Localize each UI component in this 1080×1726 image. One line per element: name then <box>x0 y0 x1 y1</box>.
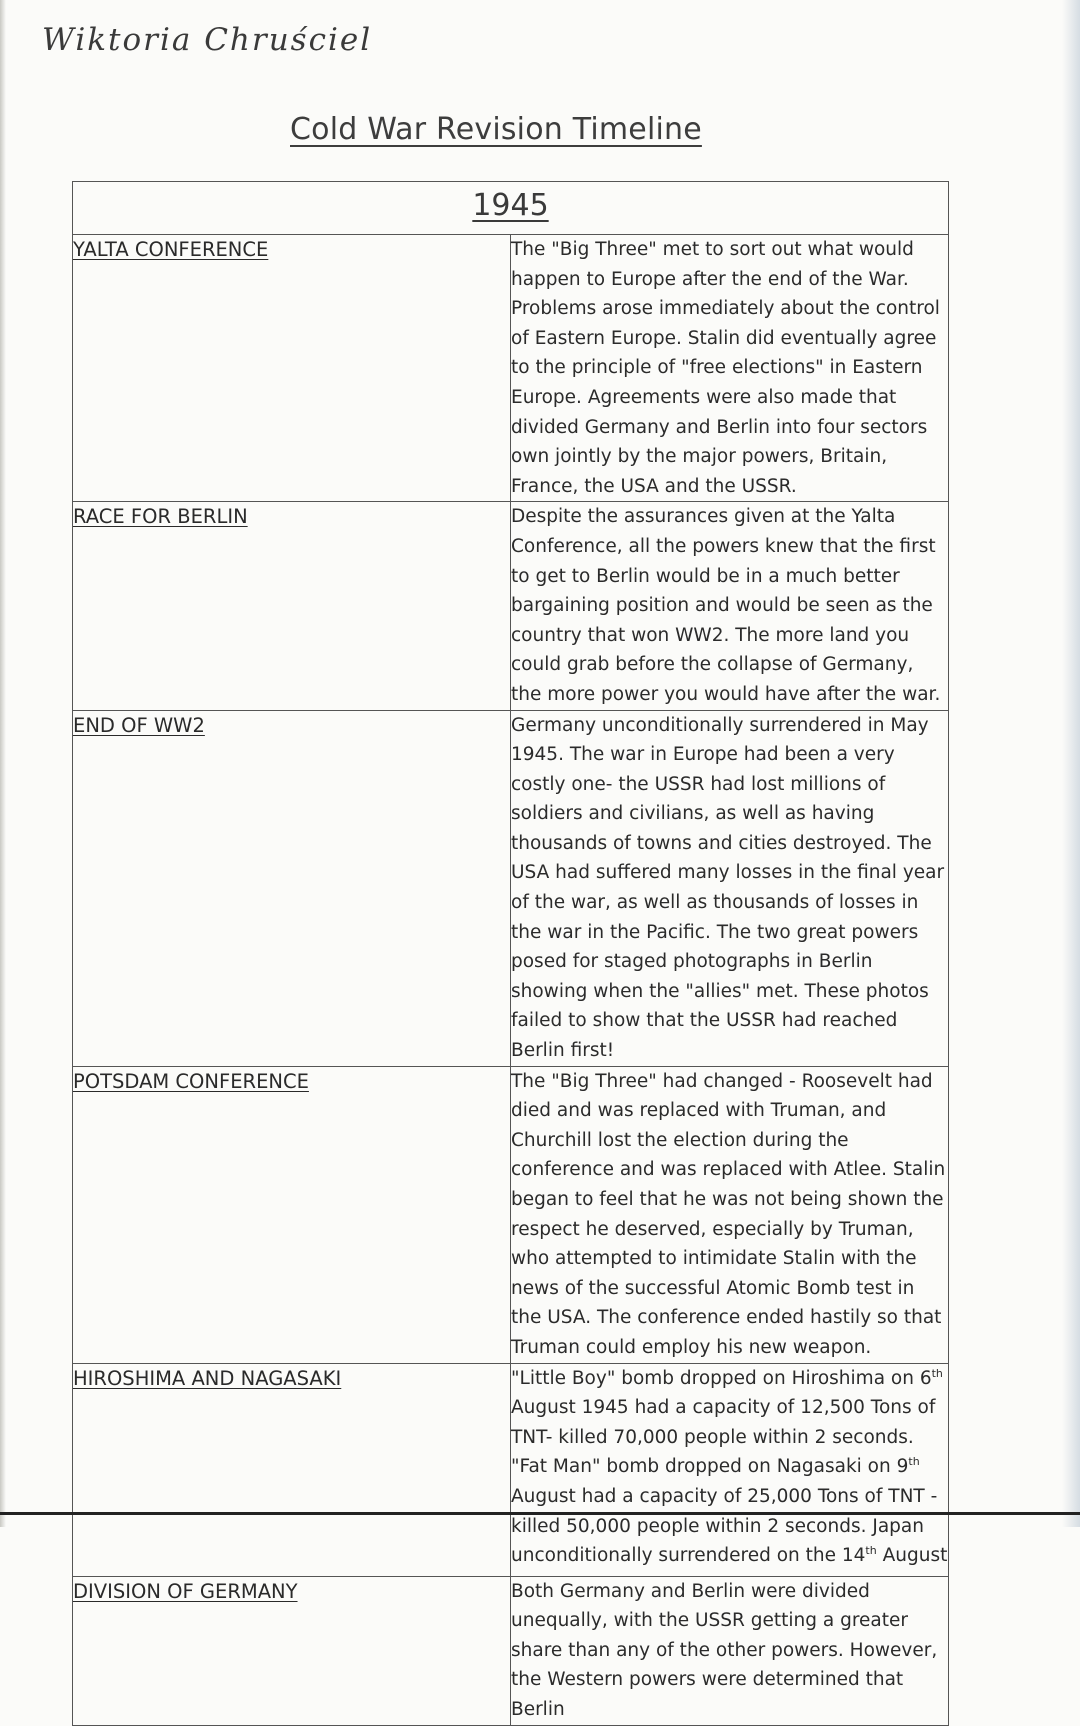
bomb-text-nagasaki-b: August had a capacity of 25,000 Tons of TNT - killed 50,000 people within 2 seconds. Japan unconditionally surrendered on the 14 <box>511 1485 938 1567</box>
event-description <box>511 1363 949 1576</box>
bomb-text-hiroshima-b: August 1945 had a capacity of 12,500 Tons of TNT- killed 70,000 people within 2 seconds. <box>511 1397 936 1448</box>
page-left-shadow <box>0 0 6 1527</box>
ordinal-suffix: th <box>908 1455 920 1469</box>
event-name: DIVISION OF GERMANY <box>73 1576 511 1725</box>
table-row <box>73 710 949 1066</box>
table-row <box>73 1363 949 1576</box>
bomb-text-nagasaki-c: August <box>876 1545 948 1567</box>
event-name: HIROSHIMA AND NAGASAKI <box>73 1363 511 1576</box>
event-description: Despite the assurances given at the Yalta Conference, all the powers knew that the first to get to Berlin would be in a much better bargaining position and would be seen as the country that won WW2. The more land you could grab before the collapse of Germany, the more power you would have after the war. <box>511 502 949 710</box>
ordinal-suffix: th <box>931 1366 943 1380</box>
event-name: END OF WW2 <box>73 710 511 1066</box>
bomb-text-nagasaki-a: "Fat Man" bomb dropped on Nagasaki on 9 <box>511 1456 909 1478</box>
event-name: RACE FOR BERLIN <box>73 502 511 710</box>
table-row <box>73 235 949 502</box>
page-title: Cold War Revision Timeline <box>290 112 702 147</box>
year-header <box>73 182 949 235</box>
author-name: Wiktoria Chruściel <box>42 22 373 58</box>
event-description: Both Germany and Berlin were divided unequally, with the USSR getting a greater share than any of the other powers. However, the Western powers were determined that Berlin <box>511 1576 949 1725</box>
table-row <box>73 502 949 710</box>
event-name: POTSDAM CONFERENCE <box>73 1066 511 1363</box>
event-description: The "Big Three" had changed - Roosevelt had died and was replaced with Truman, and Churchill lost the election during the conference and was replaced with Atlee. Stalin began to feel that he was not being shown the respect he deserved, especially by Truman, who attempted to intimidate Stalin with the news of the successful Atomic Bomb test in the USA. The conference ended hastily so that Truman could employ his new weapon. <box>511 1066 949 1363</box>
table-row <box>73 1066 949 1363</box>
event-description: Germany unconditionally surrendered in May 1945. The war in Europe had been a very costly one- the USSR had lost millions of soldiers and civilians, as well as having thousands of towns and cities destroyed. The USA had suffered many losses in the final year of the war, as well as thousands of losses in the war in the Pacific. The two great powers posed for staged photographs in Berlin showing when the "allies" met. These photos failed to show that the USSR had reached Berlin first! <box>511 710 949 1066</box>
bomb-text-hiroshima-a: "Little Boy" bomb dropped on Hiroshima on 6 <box>511 1367 932 1389</box>
event-description: The "Big Three" met to sort out what would happen to Europe after the end of the War. Problems arose immediately about the control of Eastern Europe. Stalin did eventually agree to the principle of "free elections" in Eastern Europe. Agreements were also made that divided Germany and Berlin into four sectors own jointly by the major powers, Britain, France, the USA and the USSR. <box>511 235 949 502</box>
event-name: YALTA CONFERENCE <box>73 235 511 502</box>
bottom-border-line <box>0 1512 1080 1515</box>
year-header-row <box>73 182 949 235</box>
year-label: 1945 <box>472 188 549 223</box>
table-row <box>73 1576 949 1725</box>
timeline-table <box>72 181 949 1726</box>
page-right-shadow <box>1062 0 1080 1527</box>
ordinal-suffix: th <box>865 1543 877 1557</box>
